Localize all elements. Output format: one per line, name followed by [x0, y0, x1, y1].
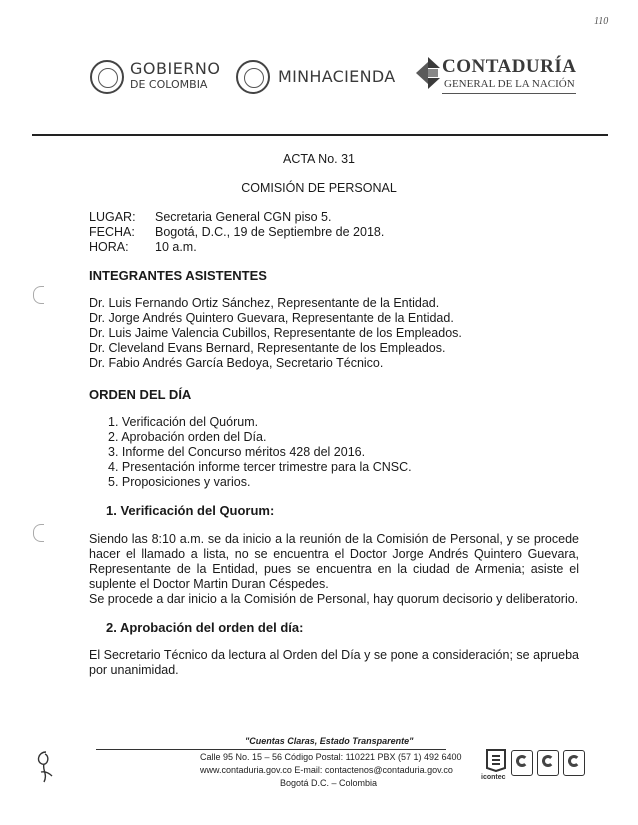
certification-badge-icon: [563, 750, 585, 776]
meta-fecha-value: Bogotá, D.C., 19 de Septiembre de 2018.: [155, 225, 385, 239]
minhacienda-logo: [236, 58, 401, 98]
certification-badge-icon: [511, 750, 533, 776]
minhacienda-text: MINHACIENDA: [278, 67, 396, 86]
contaduria-underline: [442, 93, 576, 94]
icontec-label: icontec: [481, 774, 506, 781]
agenda-item: 3. Informe del Concurso méritos 428 del 2016.: [108, 445, 366, 459]
meta-lugar-value: Secretaria General CGN piso 5.: [155, 210, 332, 224]
attendee-item: Dr. Cleveland Evans Bernard, Representante de los Empleados.: [89, 341, 446, 355]
footer-address: Calle 95 No. 15 – 56 Código Postal: 110221 PBX (57 1) 492 6400: [200, 752, 462, 762]
certification-badge-icon: [537, 750, 559, 776]
section1-heading: 1. Verificación del Quorum:: [106, 503, 275, 518]
acta-number: ACTA No. 31: [282, 152, 356, 166]
contaduria-line2: GENERAL DE LA NACIÓN: [444, 78, 575, 90]
gobierno-line2: DE COLOMBIA: [130, 78, 208, 91]
attendee-item: Dr. Luis Jaime Valencia Cubillos, Representante de los Empleados.: [89, 326, 462, 340]
agenda-item: 4. Presentación informe tercer trimestre para la CNSC.: [108, 460, 412, 474]
section2-body: El Secretario Técnico da lectura al Orden del Día y se pone a consideración; se aprueba por unanimidad.: [89, 648, 579, 677]
agenda-item: 2. Aprobación orden del Día.: [108, 430, 267, 444]
agenda-heading: ORDEN DEL DÍA: [89, 387, 192, 402]
attendee-item: Dr. Jorge Andrés Quintero Guevara, Representante de la Entidad.: [89, 311, 454, 325]
agenda-item: 1. Verificación del Quórum.: [108, 415, 259, 429]
footer-slogan: "Cuentas Claras, Estado Transparente": [245, 736, 414, 746]
footer-web-email: www.contaduria.gov.co E-mail: contactenos@contaduria.gov.co: [200, 765, 453, 775]
gobierno-logo: [90, 58, 220, 98]
binder-hole-mark: [33, 524, 44, 542]
icontec-logo: [481, 748, 511, 792]
binder-hole-mark: [33, 286, 44, 304]
meta-hora-label: HORA:: [89, 240, 129, 254]
page-number: 110: [594, 16, 609, 27]
attendee-item: Dr. Fabio Andrés García Bedoya, Secretario Técnico.: [89, 356, 384, 370]
contaduria-line1: CONTADURÍA: [442, 56, 577, 77]
attendee-item: Dr. Luis Fernando Ortiz Sánchez, Representante de la Entidad.: [89, 296, 440, 310]
section2-heading: 2. Aprobación del orden del día:: [106, 620, 304, 635]
contaduria-emblem-icon: [414, 56, 442, 90]
contaduria-logo: [414, 54, 584, 96]
agenda-item: 5. Proposiciones y varios.: [108, 475, 251, 489]
coat-of-arms-icon: [90, 60, 124, 94]
attendees-heading: INTEGRANTES ASISTENTES: [89, 268, 267, 283]
meta-hora-value: 10 a.m.: [155, 240, 197, 254]
header-divider: [32, 134, 608, 136]
gobierno-line1: GOBIERNO: [130, 59, 221, 78]
commission-title: COMISIÓN DE PERSONAL: [241, 181, 397, 195]
coat-of-arms-icon: [236, 60, 270, 94]
meta-fecha-label: FECHA:: [89, 225, 135, 239]
section1-body2: Se procede a dar inicio a la Comisión de Personal, hay quorum decisorio y deliberatorio.: [89, 592, 579, 606]
footer-divider: [96, 749, 446, 750]
section1-body: Siendo las 8:10 a.m. se da inicio a la reunión de la Comisión de Personal, y se procede hacer el llamado a lista, no se encuentra el Doctor Jorge Andrés Quintero Guevara, Representante de la Entidad, pues se encuentra en la ciudad de Armenia; asiste el suplente el Doctor Martin Duran Céspedes.: [89, 532, 579, 591]
footer-city: Bogotá D.C. – Colombia: [280, 778, 378, 788]
handwritten-signature: [32, 748, 56, 786]
icontec-mark-icon: [485, 748, 507, 772]
meta-lugar-label: LUGAR:: [89, 210, 136, 224]
